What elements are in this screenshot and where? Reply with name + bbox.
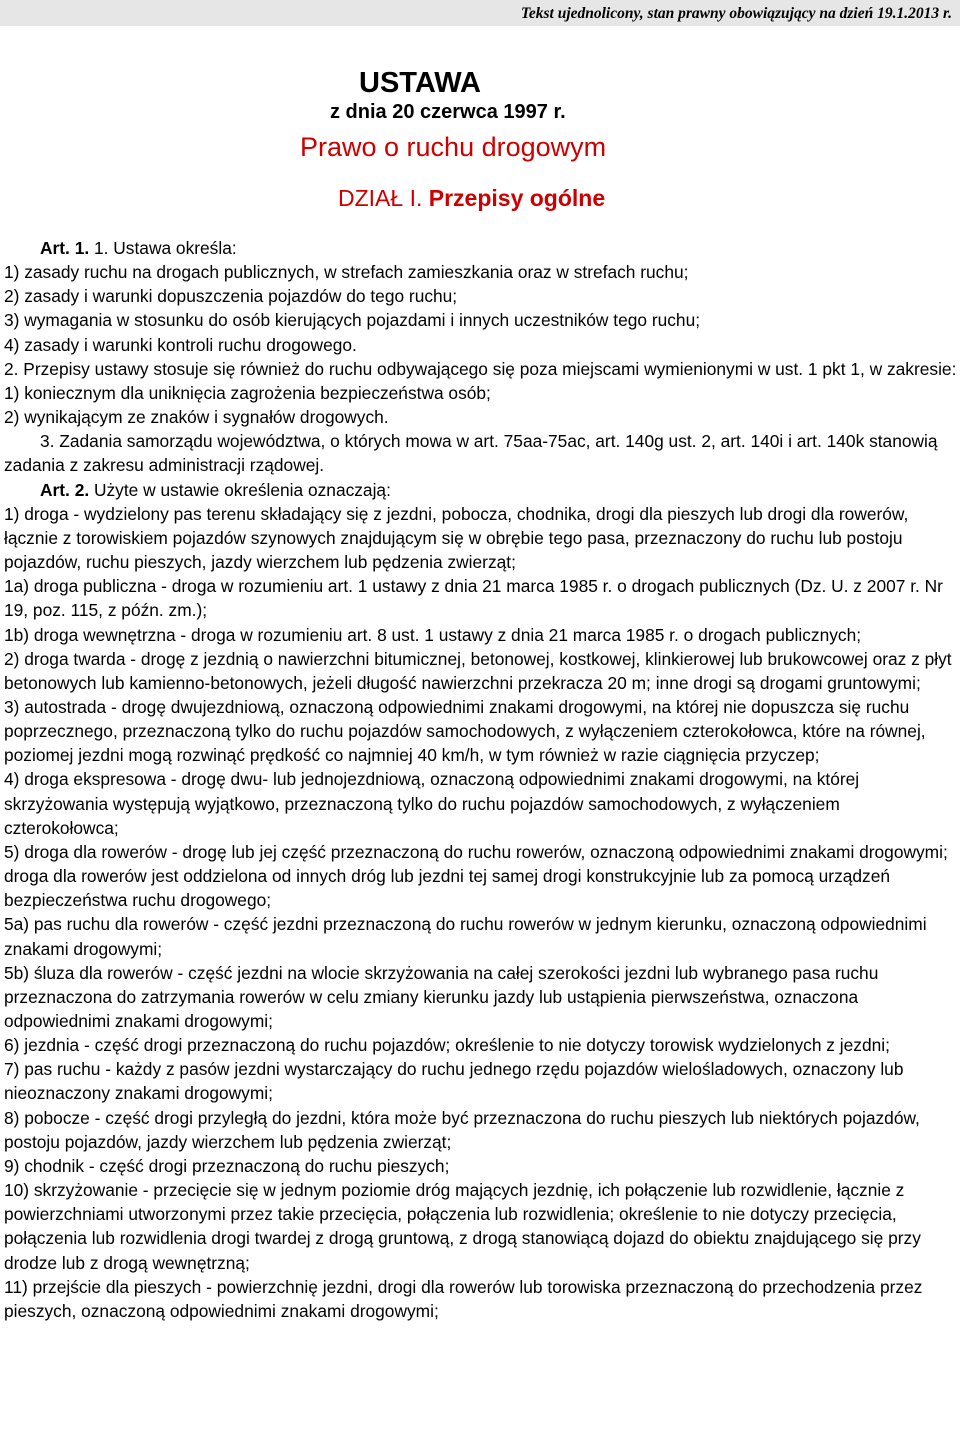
art1-p2: 2. Przepisy ustawy stosuje się również do ruchu odbywającego się poza miejscami wymienionymi w ust. 1 pkt 1, w zakresie: — [4, 358, 957, 379]
art2-item: 5) droga dla rowerów - drogę lub jej część przeznaczoną do ruchu rowerów, oznaczoną odpowiednimi znakami drogowymi; droga dla rowerów jest oddzielona od innych dróg lub jezdni tej samej drogi konstrukcyjnie lub za pomocą urządzeń bezpieczeństwa ruchu drogowego; — [4, 841, 948, 911]
art2-item: 11) przejście dla pieszych - powierzchnię jezdni, drogi dla rowerów lub torowiska przeznaczoną do przechodzenia przez pieszych, oznaczoną odpowiednimi znakami drogowymi; — [4, 1276, 923, 1321]
art1-item: 1) zasady ruchu na drogach publicznych, w strefach zamieszkania oraz w strefach ruchu; — [4, 262, 689, 283]
art1-p3: 3. Zadania samorządu województwa, o których mowa w art. 75aa-75ac, art. 140g ust. 2, art. 140i i art. 140k stanowią zadania z zakresu administracji rządowej. — [4, 431, 938, 476]
art1-intro — [4, 236, 958, 260]
art2-item: 6) jezdnia - część drogi przeznaczoną do ruchu pojazdów; określenie to nie dotyczy torowisk wydzielonych z jezdni; — [4, 1035, 890, 1056]
art2-item: 10) skrzyżowanie - przecięcie się w jednym poziomie dróg mających jezdnię, ich połączenie lub rozwidlenie, łącznie z powierzchniami utworzonymi przez takie przecięcia, połączenia lub rozwidlenia; określenie to nie dotyczy przecięcia, połączenia lub rozwidlenia drogi twardej z drogą gruntową, z drogą stanowiącą dojazd do obiektu znajdującego się przy drodze lub z drogą wewnętrzną; — [4, 1180, 921, 1273]
art2-intro — [4, 478, 958, 502]
art2-item: 1a) droga publiczna - droga w rozumieniu art. 1 ustawy z dnia 21 marca 1985 r. o drogach publicznych (Dz. U. z 2007 r. Nr 19, poz. 115, z późn. zm.); — [4, 576, 943, 621]
section-heading — [338, 185, 605, 212]
title-block — [300, 66, 680, 164]
art2-item: 5b) śluza dla rowerów - część jezdni na wlocie skrzyżowania na całej szerokości jezdni lub wybranego pasa ruchu przeznaczona do zatrzymania rowerów w celu zmiany kierunku jazdy lub ustąpienia pierwszeństwa, oznaczona odpowiednimi znakami drogowymi; — [4, 962, 879, 1031]
art1-p1-num: 1. — [93, 238, 109, 258]
act-name: Prawo o ruchu drogowym — [300, 132, 607, 162]
art2-item: 3) autostrada - drogę dwujezdniową, oznaczoną odpowiednimi znakami drogowymi, na której nie dopuszcza się ruchu poprzecznego, przeznaczoną tylko do ruchu pojazdów samochodowych, z wyłączeniem czterokołowca, które na równej, poziomej jezdni mogą rozwinąć prędkość co najmniej 40 km/h, w tym również w razie ciągnięcia przyczep; — [4, 696, 926, 766]
section-label: DZIAŁ I. — [338, 185, 423, 211]
art2-item: 7) pas ruchu - każdy z pasów jezdni wystarczający do ruchu jednego rzędu pojazdów wielośladowych, oznaczony lub nieoznaczony znakami drogowymi; — [4, 1059, 904, 1104]
art2-item: 9) chodnik - część drogi przeznaczoną do ruchu pieszych; — [4, 1155, 450, 1176]
art1-item: 3) wymagania w stosunku do osób kierujących pojazdami i innych uczestników tego ruchu; — [4, 310, 701, 331]
art2-item: 1b) droga wewnętrzna - droga w rozumieniu art. 8 ust. 1 ustawy z dnia 21 marca 1985 r. o drogach publicznych; — [4, 624, 862, 645]
art1-p2-item: 2) wynikającym ze znaków i sygnałów drogowych. — [4, 407, 389, 428]
art1-heading: Art. 1. — [40, 238, 90, 258]
header-note: Tekst ujednolicony, stan prawny obowiązujący na dzień 19.1.2013 r. — [520, 5, 952, 22]
section-title: Przepisy ogólne — [428, 185, 606, 211]
art2-heading: Art. 2. — [40, 479, 90, 500]
art2-item: 4) droga ekspresowa - drogę dwu- lub jednojezdniową, oznaczoną odpowiednimi znakami drogowymi, na której skrzyżowania występują wyjątkowo, przeznaczoną tylko do ruchu pojazdów samochodowych, z wyłączeniem czterokołowca; — [4, 769, 860, 838]
header-bar — [0, 0, 960, 26]
act-date: z dnia 20 czerwca 1997 r. — [330, 101, 566, 123]
act-type: USTAWA — [359, 67, 481, 99]
art1-p1-intro: Ustawa określa: — [113, 238, 237, 258]
art1-item: 4) zasady i warunki kontroli ruchu drogowego. — [4, 334, 357, 355]
art1-p2-item: 1) koniecznym dla uniknięcia zagrożenia bezpieczeństwa osób; — [4, 382, 491, 403]
art2-item: 5a) pas ruchu dla rowerów - część jezdni przeznaczoną do ruchu rowerów w jednym kierunku, oznaczoną odpowiednimi znakami drogowymi; — [4, 914, 927, 959]
art2-item: 8) pobocze - część drogi przyległą do jezdni, która może być przeznaczona do ruchu pieszych lub niektórych pojazdów, postoju pojazdów, jazdy wierzchem lub pędzenia zwierząt; — [4, 1107, 920, 1152]
art2-intro-text: Użyte w ustawie określenia oznaczają: — [93, 479, 391, 500]
art2-item: 1) droga - wydzielony pas terenu składający się z jezdni, pobocza, chodnika, drogi dla pieszych lub drogi dla rowerów, łącznie z torowiskiem pojazdów szynowych znajdującym się w obrębie tego pasa, przeznaczony do ruchu lub postoju pojazdów, ruchu pieszych, jazdy wierzchem lub pędzenia zwierząt; — [4, 503, 909, 573]
document-body — [4, 236, 958, 1323]
art1-item: 2) zasady i warunki dopuszczenia pojazdów do tego ruchu; — [4, 286, 458, 307]
art2-item: 2) droga twarda - drogę z jezdnią o nawierzchni bitumicznej, betonowej, kostkowej, klinkierowej lub brukowcowej oraz z płyt betonowych lub kamienno-betonowych, jeżeli długość nawierzchni przekracza 20 m; inne drogi są drogami gruntowymi; — [4, 648, 952, 693]
